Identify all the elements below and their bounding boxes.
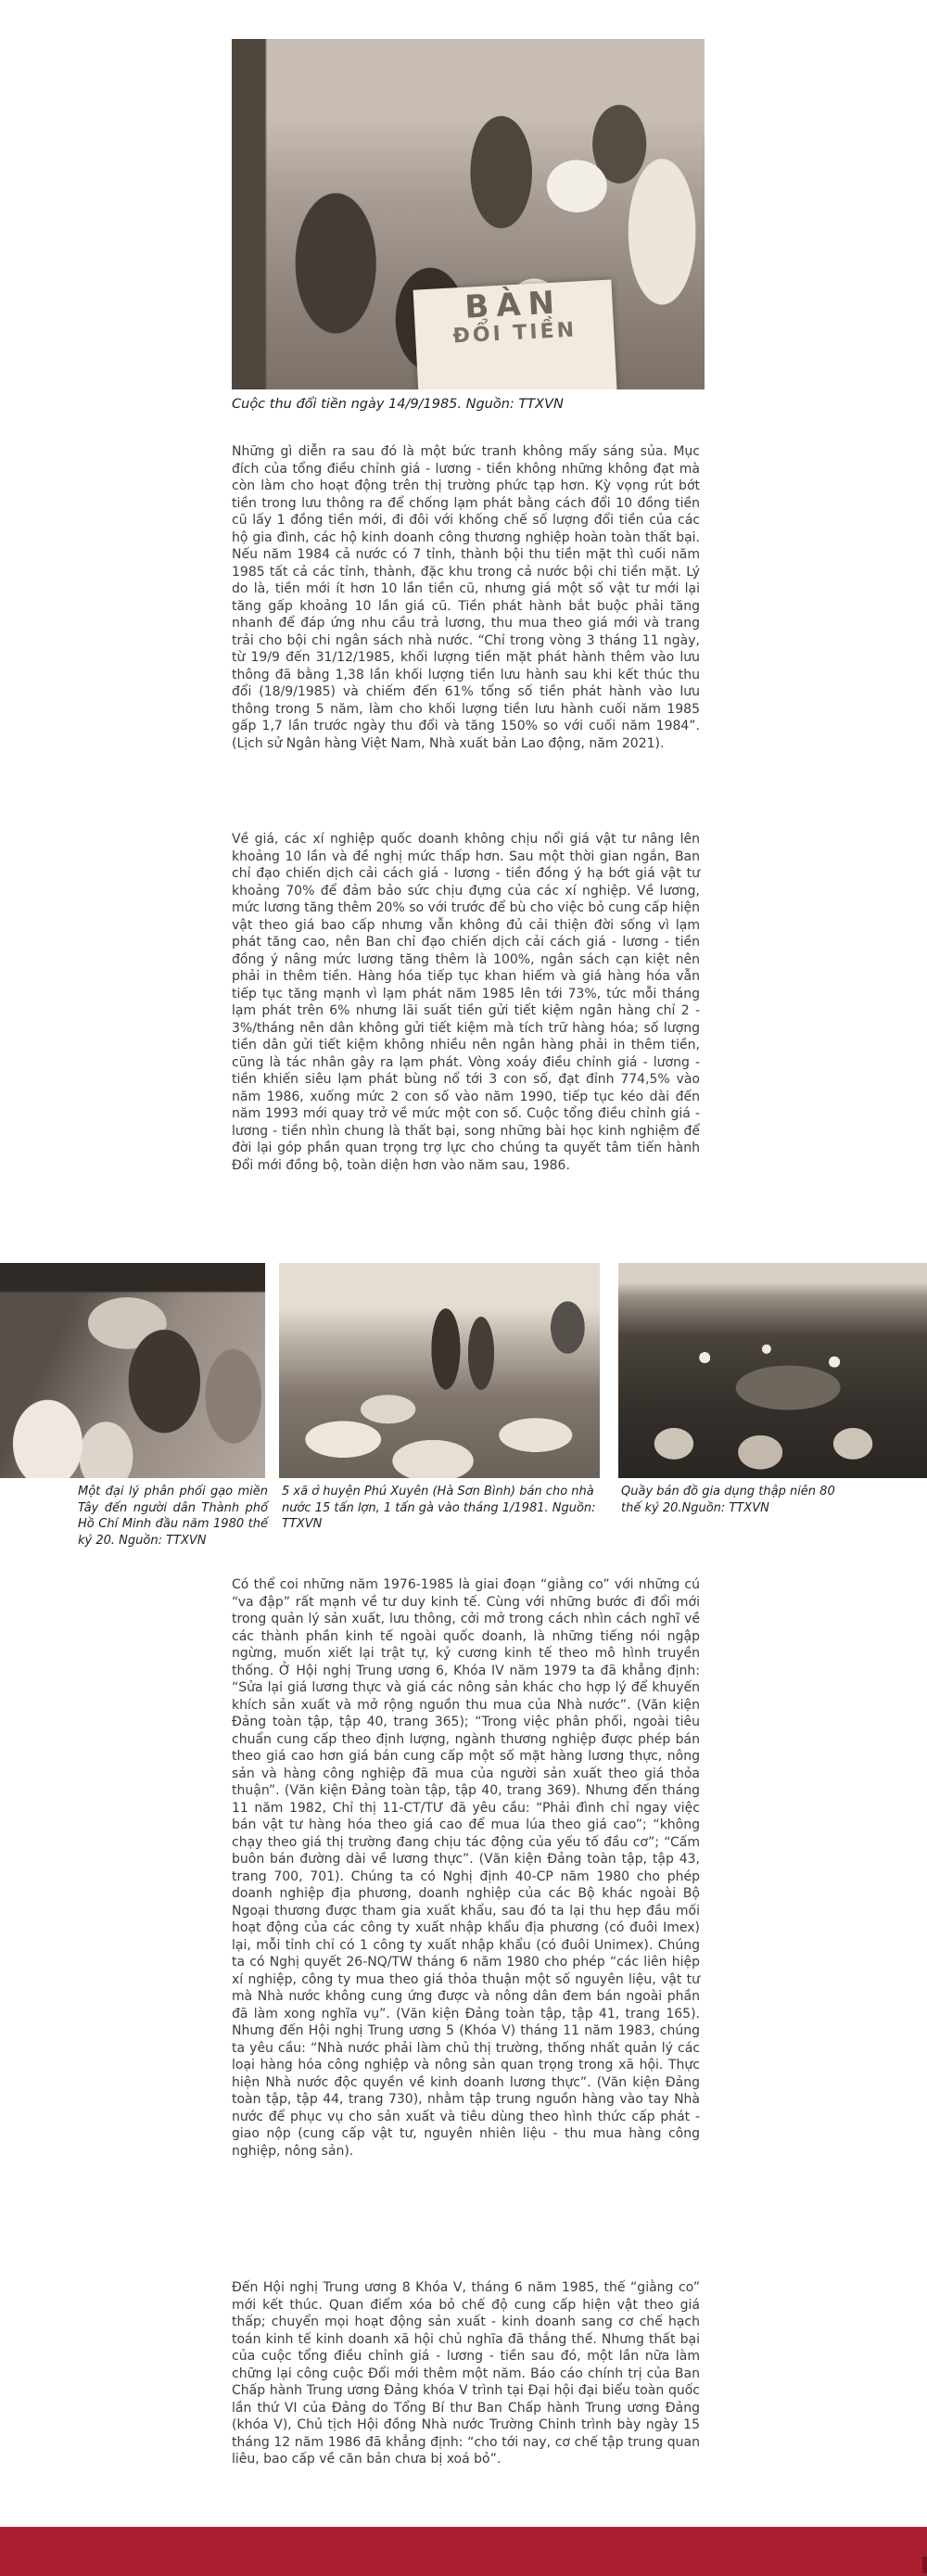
sign-text-line1: BÀN [464,283,563,326]
footer-band-notch [922,2557,927,2573]
hero-photo-money-exchange [232,39,705,389]
gallery-photo-rice-distribution [0,1263,265,1478]
doi-tien-sign [413,279,617,389]
article-paragraph-1: Những gì diễn ra sau đó là một bức tranh không mấy sáng sủa. Mục đích của tổng điều chỉnh giá - lương - tiền không những không đạt mà còn làm cho hoạt động trên thị trường phức tạp hơn. Kỳ vọng rút bớt tiền trong lưu thông ra để chống lạm phát bằng cách đổi 10 đồng tiền cũ lấy 1 đồng tiền mới, đi đôi với khống chế số lượng đổi tiền của các hộ gia đình, các hộ kinh doanh công thương nghiệp hoàn toàn thất bại. Nếu năm 1984 cả nước có 7 tỉnh, thành bội thu tiền mặt thì cuối năm 1985 tất cả các tỉnh, thành, đặc khu trong cả nước bội chi tiền mặt. Lý do là, tiền mới ít hơn 10 lần tiền cũ, nhưng giá một số vật tư mới lại tăng gấp khoảng 10 lần giá cũ. Tiền phát hành bắt buộc phải tăng nhanh để đáp ứng nhu cầu trả lương, thu mua theo giá mới và trang trải cho bội chi ngân sách nhà nước. “Chỉ trong vòng 3 tháng 11 ngày, từ 19/9 đến 31/12/1985, khối lượng tiền mặt phát hành thêm vào lưu thông đã bằng 1,38 lần khối lượng tiền lưu hành sau khi kết thúc thu đổi (18/9/1985) và chiếm đến 61% tổng số tiền phát hành vào lưu thông trong 5 năm, làm cho khối lượng tiền lưu hành cuối năm 1985 gấp 1,7 lần trước ngày thu đổi và tăng 150% so với cuối năm 1984”. (Lịch sử Ngân hàng Việt Nam, Nhà xuất bản Lao động, năm 2021). [232,444,700,751]
footer-red-band [0,2527,927,2576]
gallery-caption-1: Một đại lý phân phối gạo miền Tây đến người dân Thành phố Hồ Chí Minh đầu năm 1980 thế kỷ 20. Nguồn: TTXVN [78,1485,268,1548]
hero-photo-caption: Cuộc thu đổi tiền ngày 14/9/1985. Nguồn: TTXVN [232,397,564,412]
gallery-caption-3: Quầy bán đồ gia dụng thập niên 80 thế kỷ 20.Nguồn: TTXVN [621,1485,835,1515]
article-paragraph-4: Đến Hội nghị Trung ương 8 Khóa V, tháng 6 năm 1985, thế “giằng co” mới kết thúc. Quan điểm xóa bỏ chế độ cung cấp hiện vật theo giá thấp; chuyển mọi hoạt động sản xuất - kinh doanh sang cơ chế hạch toán kinh tế kinh doanh xã hội chủ nghĩa đã thắng thế. Nhưng thất bại của cuộc tổng điều chỉnh giá - lương - tiền sau đó, một lần nữa làm chững lại công cuộc Đổi mới thêm một năm. Báo cáo chính trị của Ban Chấp hành Trung ương Đảng khóa V trình tại Đại hội đại biểu toàn quốc lần thứ VI của Đảng do Tổng Bí thư Ban Chấp hành Trung ương Đảng (khóa V), Chủ tịch Hội đồng Nhà nước Trường Chinh trình bày ngày 15 tháng 12 năm 1986 đã khẳng định: “cho tới nay, cơ chế tập trung quan liêu, bao cấp về căn bản chưa bị xoá bỏ”. [232,2280,700,2467]
sign-text-line2: ĐỔI TIỀN [451,318,578,349]
article-paragraph-3: Có thể coi những năm 1976-1985 là giai đoạn “giằng co” với những cú “va đập” rất mạnh về tư duy kinh tế. Cùng với những bước đi đổi mới trong quản lý sản xuất, lưu thông, cởi mở trong cách nhìn cách nghĩ về các thành phần kinh tế ngoài quốc doanh, là những tiếng nói ngập ngừng, muốn xiết lại trật tự, kỷ cương kinh tế theo mô hình truyền thống. Ở Hội nghị Trung ương 6, Khóa IV năm 1979 ta đã khẳng định: “Sửa lại giá lương thực và giá các nông sản khác cho hợp lý để khuyến khích sản xuất và mở rộng nguồn thu mua của Nhà nước”. (Văn kiện Đảng toàn tập, tập 40, trang 365); “Trong việc phân phối, ngoài tiêu chuẩn cung cấp theo định lượng, ngành thương nghiệp được phép bán theo giá cao hơn giá bán cung cấp một số mặt hàng lương thực, nông sản và hàng công nghiệp đã mua của người sản xuất theo giá thỏa thuận”. (Văn kiện Đảng toàn tập, tập 40, trang 369). Nhưng đến tháng 11 năm 1982, Chỉ thị 11-CT/TƯ đã yêu cầu: “Phải đình chỉ ngay việc bán vật tư hàng hóa theo giá cao để mua lúa theo giá cao”; “không chạy theo giá thị trường đang chịu tác động của yếu tố đầu cơ”; “Cấm buôn bán đường dài về lương thực”. (Văn kiện Đảng toàn tập, tập 43, trang 700, 701). Chúng ta có Nghị định 40-CP năm 1980 cho phép doanh nghiệp địa phương, doanh nghiệp của các Bộ khác ngoài Bộ Ngoại thương được tham gia xuất khẩu, sau đó ta lại thu hẹp đầu mối hoạt động của các công ty xuất nhập khẩu địa phương (có đuôi Imex) lại, mỗi tỉnh chỉ có 1 công ty xuất nhập khẩu (có đuôi Unimex). Chúng ta có Nghị quyết 26-NQ/TW tháng 6 năm 1980 cho phép “các liên hiệp xí nghiệp, công ty mua theo giá thỏa thuận một số nguyên liệu, vật tư mà Nhà nước không cung ứng được và nông dân đem bán ngoài phần đã làm xong nghĩa vụ”. (Văn kiện Đảng toàn tập, tập 41, trang 165). Nhưng đến Hội nghị Trung ương 5 (Khóa V) tháng 11 năm 1983, chúng ta yêu cầu: “Nhà nước phải làm chủ thị trường, thống nhất quản lý các loại hàng hóa công nghiệp và nông sản quan trọng trong xã hội. Thực hiện Nhà nước độc quyền về kinh doanh lương thực”. (Văn kiện Đảng toàn tập, tập 44, trang 730), nhằm tập trung nguồn hàng vào tay Nhà nước để phục vụ cho sản xuất và tiêu dùng theo hình thức cấp phát - giao nộp (cung cấp vật tư, nguyên nhiên liệu - thu mua hàng công nghiệp, nông sản). [232,1577,700,2159]
article-paragraph-2: Về giá, các xí nghiệp quốc doanh không chịu nổi giá vật tư nâng lên khoảng 10 lần và đề nghị mức thấp hơn. Sau một thời gian ngắn, Ban chỉ đạo chiến dịch cải cách giá - lương - tiền đồng ý hạ bớt giá vật tư khoảng 70% để đảm bảo sức chịu đựng của các xí nghiệp. Về lương, mức lương tăng thêm 20% so với trước để bù cho việc bỏ cung cấp hiện vật theo giá bao cấp nhưng vẫn không đủ cải thiện đời sống vì lạm phát tăng cao, nên Ban chỉ đạo chiến dịch cải cách giá - lương - tiền đồng ý nâng mức lương tăng thêm là 100%, ngân sách cạn kiệt nên phải in thêm tiền. Hàng hóa tiếp tục khan hiếm và giá hàng hóa vẫn tiếp tục tăng mạnh vì lạm phát năm 1985 lên tới 73%, tức mỗi tháng lạm phát trên 6% nhưng lãi suất tiền gửi tiết kiệm ngân hàng chỉ 2 - 3%/tháng nên dân không gửi tiết kiệm mà tích trữ hàng hóa; số lượng tiền dân gửi tiết kiệm không nhiều nên ngân hàng phải in thêm tiền, cũng là tác nhân gây ra lạm phát. Vòng xoáy điều chỉnh giá - lương - tiền khiến siêu lạm phát bùng nổ tới 3 con số, đạt đỉnh 774,5% vào năm 1986, xuống mức 2 con số vào năm 1990, tiếp tục kéo dài đến năm 1993 mới quay trở về mức một con số. Cuộc tổng điều chỉnh giá - lương - tiền nhìn chung là thất bại, song những bài học kinh nghiệm để đời lại góp phần quan trọng trợ lực cho chúng ta quyết tâm tiến hành Đổi mới đồng bộ, toàn diện hơn vào năm sau, 1986. [232,832,700,1173]
gallery-photo-pig-market [279,1263,600,1478]
gallery-photo-household-goods-stall [618,1263,927,1478]
gallery-caption-2: 5 xã ở huyện Phú Xuyên (Hà Sơn Bình) bán cho nhà nước 15 tấn lợn, 1 tấn gà vào tháng 1/1981. Nguồn: TTXVN [282,1485,596,1531]
